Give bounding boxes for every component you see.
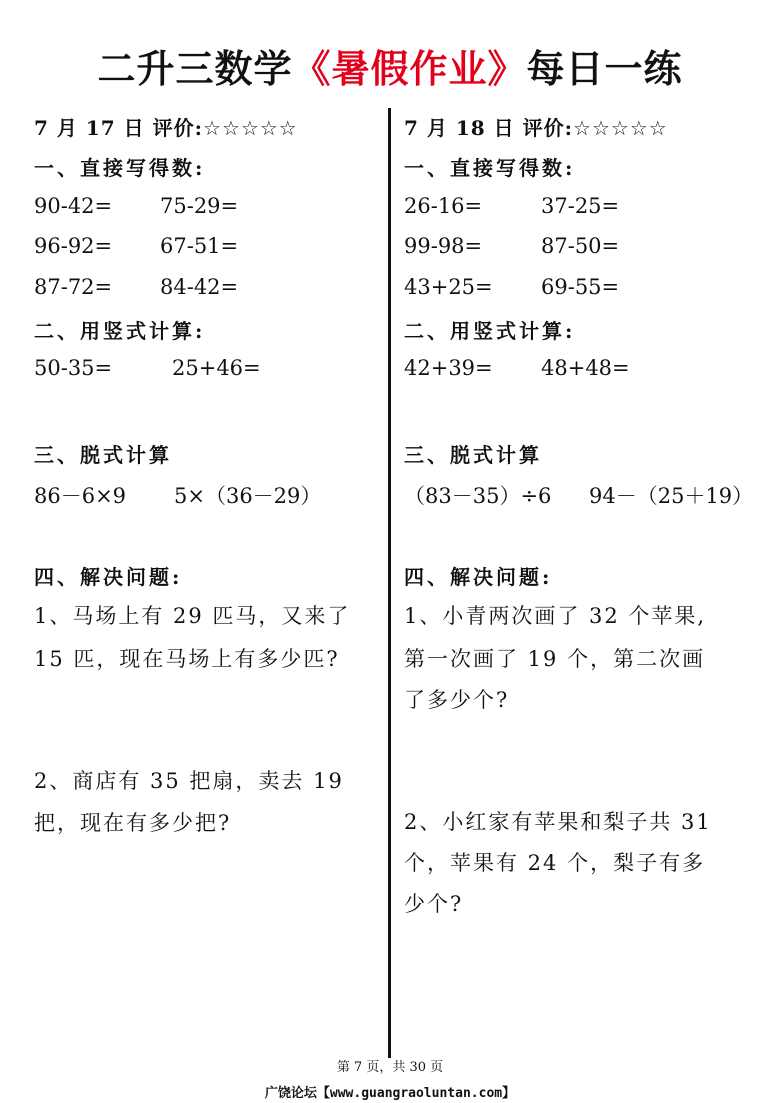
day-unit: 日: [123, 116, 145, 140]
problem: 84-42=: [160, 275, 239, 299]
problem: 50-35=: [34, 356, 113, 380]
problem: 87-50=: [541, 234, 620, 258]
section-word-problems-heading: 四、解决问题:: [34, 565, 183, 589]
problem: 43+25=: [404, 275, 493, 299]
section-direct-heading: 一、直接写得数:: [34, 156, 206, 180]
word-problem-1-line-2: 第一次画了 19 个，第二次画: [404, 647, 706, 671]
expression: 86－6×9: [34, 484, 127, 508]
date-rating-line: [34, 112, 298, 141]
section-vertical-heading: 二、用竖式计算:: [404, 319, 576, 343]
page-number: 第 7 页，共 30 页: [336, 1060, 444, 1075]
month-unit: 月: [426, 116, 448, 140]
title-suffix: 每日一练: [526, 47, 683, 91]
month: 7: [34, 116, 49, 140]
expression: 94－（25＋19）: [589, 484, 754, 508]
day-unit: 日: [493, 116, 515, 140]
title-prefix: 二升三数学: [97, 47, 293, 91]
day: 17: [85, 116, 116, 140]
problem: 48+48=: [541, 356, 630, 380]
word-problem-2-line-1: 2、商店有 35 把扇，卖去 19: [34, 769, 344, 793]
section-direct-heading: 一、直接写得数:: [404, 156, 576, 180]
word-problem-2-line-1: 2、小红家有苹果和梨子共 31: [404, 810, 712, 834]
word-problem-1-line-2: 15 匹，现在马场上有多少匹?: [34, 647, 340, 671]
problem: 26-16=: [404, 194, 483, 218]
date-rating-line: [404, 112, 668, 141]
expression: （83－35）÷6: [404, 484, 552, 508]
word-problem-1-line-1: 1、小青两次画了 32 个苹果,: [404, 604, 707, 628]
problem: 96-92=: [34, 234, 113, 258]
problem: 69-55=: [541, 275, 620, 299]
section-expression-heading: 三、脱式计算: [404, 443, 542, 467]
problem: 37-25=: [541, 194, 620, 218]
section-vertical-heading: 二、用竖式计算:: [34, 319, 206, 343]
problem: 90-42=: [34, 194, 113, 218]
problem: 99-98=: [404, 234, 483, 258]
word-problem-2-line-3: 少个?: [404, 892, 464, 916]
month: 7: [404, 116, 419, 140]
section-expression-heading: 三、脱式计算: [34, 443, 172, 467]
expression: 5×（36－29）: [174, 484, 322, 508]
problem: 42+39=: [404, 356, 493, 380]
rating-stars: ☆☆☆☆☆: [573, 116, 668, 140]
problem: 67-51=: [160, 234, 239, 258]
month-unit: 月: [56, 116, 78, 140]
word-problem-1-line-1: 1、马场上有 29 匹马，又来了: [34, 604, 351, 628]
problem: 25+46=: [172, 356, 261, 380]
word-problem-1-line-3: 了多少个?: [404, 688, 510, 712]
problem: 87-72=: [34, 275, 113, 299]
day-column-right: [404, 0, 774, 1060]
day: 18: [455, 116, 486, 140]
site-credit: [0, 1082, 780, 1101]
site-credit-text: 广饶论坛【www.guangraoluntan.com】: [264, 1086, 516, 1101]
word-problem-2-line-2: 个，苹果有 24 个，梨子有多: [404, 851, 706, 875]
title-highlight: 《暑假作业》: [292, 47, 527, 91]
day-column-left: [34, 0, 404, 1060]
rating-label: 评价:: [522, 116, 574, 140]
word-problem-2-line-2: 把，现在有多少把?: [34, 811, 232, 835]
rating-label: 评价:: [152, 116, 204, 140]
rating-stars: ☆☆☆☆☆: [203, 116, 298, 140]
problem: 75-29=: [160, 194, 239, 218]
section-word-problems-heading: 四、解决问题:: [404, 565, 553, 589]
